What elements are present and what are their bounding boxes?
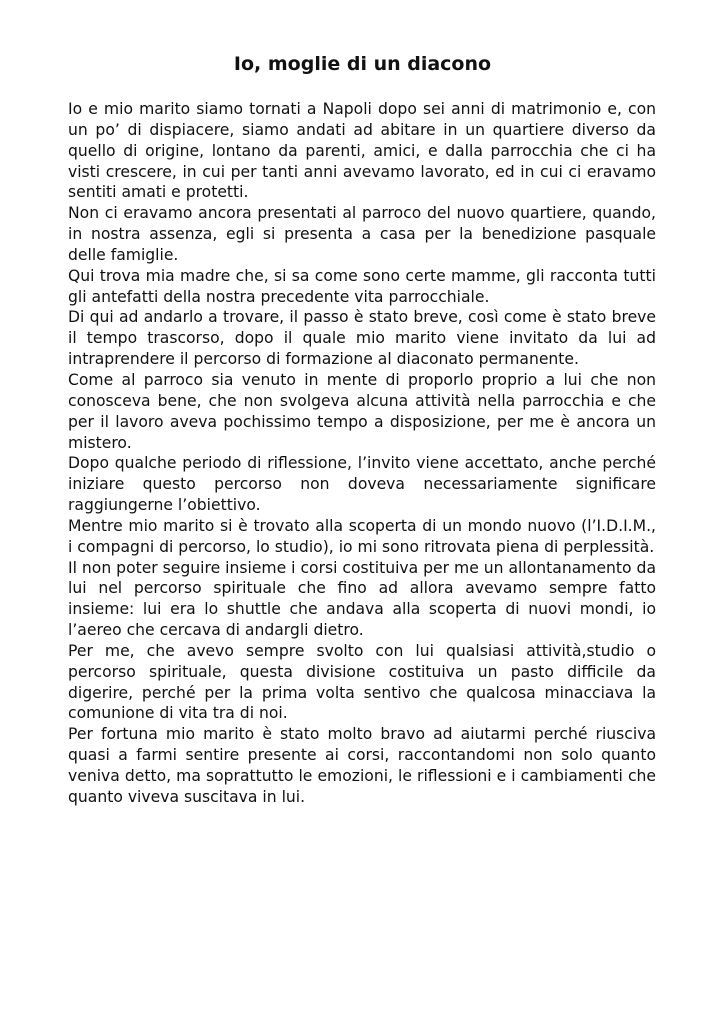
paragraph: Di qui ad andarlo a trovare, il passo è stato breve, così come è stato breve il tempo trascorso, dopo il quale mio marito viene invitato da lui ad intraprendere il percorso di formazione al diaconato permanente. [68,308,656,369]
page-title: Io, moglie di un diacono [233,53,492,75]
paragraph: Il non poter seguire insieme i corsi costituiva per me un allontanamento da lui nel percorso spirituale che fino ad allora avevamo sempre fatto insieme: lui era lo shuttle che andava alla scoperta di nuovi mondi, io l’aereo che cercava di andargli dietro. [68,558,656,640]
paragraph: Qui trova mia madre che, si sa come sono certe mamme, gli racconta tutti gli antefatti della nostra precedente vita parrocchiale. [68,266,656,306]
paragraph: Dopo qualche periodo di riflessione, l’invito viene accettato, anche perché iniziare questo percorso non doveva necessariamente significare raggiungerne l’obiettivo. [68,454,656,515]
paragraph: Per me, che avevo sempre svolto con lui qualsiasi attività,studio o percorso spirituale, questa divisione costituiva un pasto difficile da digerire, perché per la prima volta sentivo che qualcosa minacciava la comunione di vita tra di noi. [68,641,656,723]
paragraph: Come al parroco sia venuto in mente di proporlo proprio a lui che non conosceva bene, che non svolgeva alcuna attività nella parrocchia e che per il lavoro aveva pochissimo tempo a disposizione, per me è ancora un mistero. [68,370,656,452]
paragraph: Io e mio marito siamo tornati a Napoli dopo sei anni di matrimonio e, con un po’ di dispiacere, siamo andati ad abitare in un quartiere diverso da quello di origine, lontano da parenti, amici, e dalla parrocchia che ci ha visti crescere, in cui per tanti anni avevamo lavorato, ed in cui ci eravamo sentiti amati e protetti. [68,100,656,202]
body-text [68,99,656,808]
paragraph: Mentre mio marito si è trovato alla scoperta di un mondo nuovo (l’I.D.I.M., i compagni di percorso, lo studio), io mi sono ritrovata piena di perplessità. [68,516,656,556]
paragraph: Per fortuna mio marito è stato molto bravo ad aiutarmi perché riusciva quasi a farmi sentire presente ai corsi, raccontandomi non solo quanto veniva detto, ma soprattutto le emozioni, le riflessioni e i cambiamenti che quanto viveva suscitava in lui. [68,725,656,806]
paragraph: Non ci eravamo ancora presentati al parroco del nuovo quartiere, quando, in nostra assenza, egli si presenta a casa per la benedizione pasquale delle famiglie. [68,204,656,264]
